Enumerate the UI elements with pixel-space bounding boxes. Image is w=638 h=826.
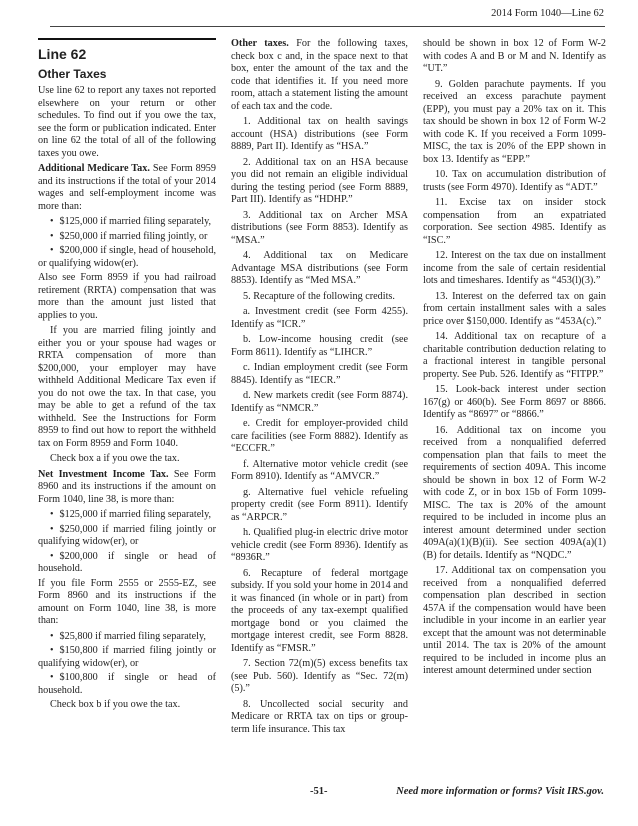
amt-paragraph: [38, 163, 216, 213]
amt-heading: Additional Medicare Tax.: [38, 163, 150, 174]
niit-heading: Net Investment Income Tax.: [38, 468, 169, 480]
list-item: 8. Uncollected social security and Medicare or RRTA tax on tips or group-term life insurance. This tax: [231, 698, 408, 735]
list-item: 4. Additional tax on Medicare Advantage MSA distributions (see Form 8853). Identify as “Med MSA.”: [231, 250, 408, 286]
niit-check-paragraph: Check box b if you owe the tax.: [50, 699, 181, 710]
niit-2555-paragraph: If you file Form 2555 or 2555-EZ, see Form 8960 and its instructions if the amount on Form 1040, line 38, is more than:: [38, 577, 216, 626]
list-item: 1. Additional tax on health savings account (HSA) distributions (see Form 8889, Part II). Identify as “HSA.”: [231, 116, 408, 152]
list-item: • $125,000 if married filing separately,: [38, 509, 216, 522]
list-item: e. Credit for employer-provided child care facilities (see Form 8882). Identify as “ECCFR.”: [231, 418, 408, 454]
niit-paragraph: [38, 469, 216, 507]
intro-paragraph: Use line 62 to report any taxes not reported elsewhere on your return or other schedules. To find out if you owe the tax, see the form or publication indicated. Enter on line 62 the total of all of the following taxes you owe.: [38, 85, 216, 159]
page-header: 2014 Form 1040—Line 62: [491, 8, 604, 19]
list-item: 2. Additional tax on an HSA because you did not remain an eligible individual during the testing period (see Form 8889, Part III). Identify as “HDHP.”: [231, 156, 408, 205]
page-number: -51-: [310, 786, 328, 797]
niit-text: See Form 8960 and its instructions if the amount on Form 1040, line 38, is more than:: [38, 468, 216, 505]
list-item: b. Low-income housing credit (see Form 8611). Identify as “LIHCR.”: [231, 334, 408, 358]
title-rule: [38, 38, 216, 40]
list-item: 13. Interest on the deferred tax on gain from certain installment sales with a sales price over $150,000. Identify as “453A(c).”: [423, 290, 606, 327]
list-item: • $125,000 if married filing separately,: [38, 216, 216, 229]
list-item: • $200,000 if single or head of household.: [38, 551, 216, 576]
list-item: a. Investment credit (see Form 4255). Identify as “ICR.”: [231, 306, 408, 330]
list-item: 7. Section 72(m)(5) excess benefits tax (see Pub. 560). Identify as “Sec. 72(m)(5).”: [231, 658, 408, 694]
list-item: 6. Recapture of federal mortgage subsidy. If you sold your home in 2014 and it was financed (in whole or in part) from the proceeds of any tax-exempt qualified mortgage bond or you claimed the mortgage interest credit, see Form 8828. Identify as “FMSR.”: [231, 567, 408, 654]
amt-check-paragraph: Check box a if you owe the tax.: [50, 453, 180, 464]
list-item: g. Alternative fuel vehicle refueling property credit (see Form 8911). Identify as “ARPCR.”: [231, 486, 408, 523]
header-rule: [50, 26, 605, 27]
list-item: 14. Additional tax on recapture of a charitable contribution deduction relating to a fractional interest in tangible personal property. See Pub. 526. Identify as “FITPP.”: [423, 331, 606, 380]
other-taxes-text: For the following taxes, check box c and, in the space next to that box, enter the amount of the tax and the code that identifies it. If you need more room, attach a statement listing the amount of each tax and the code.: [231, 38, 408, 112]
list-item: • $200,000 if single, head of household, or qualifying widow(er).: [38, 245, 216, 270]
list-item: 11. Excise tax on insider stock compensation from an expatriated corporation. See section 4985. Identify as “ISC.”: [423, 197, 606, 246]
list-item: f. Alternative motor vehicle credit (see Form 8910). Identify as “AMVCR.”: [231, 458, 408, 482]
list-item: • $250,000 if married filing jointly or qualifying widow(er), or: [38, 524, 216, 549]
column-2: [231, 38, 408, 739]
list-item: • $250,000 if married filing jointly, or: [38, 231, 216, 244]
other-taxes-heading: Other taxes.: [231, 38, 289, 49]
list-item: h. Qualified plug-in electric drive motor vehicle credit (see Form 8936). Identify as “8936R.”: [231, 527, 408, 563]
list-item: 15. Look-back interest under section 167(g) or 460(b). See Form 8697 or 8866. Identify as “8697” or “8866.”: [423, 384, 606, 420]
list-item: d. New markets credit (see Form 8874). Identify as “NMCR.”: [231, 390, 408, 414]
list-item: • $150,800 if married filing jointly or qualifying widow(er), or: [38, 645, 216, 670]
list-item: 10. Tax on accumulation distribution of trusts (see Form 4970). Identify as “ADT.”: [423, 169, 606, 193]
footer-note: Need more information or forms? Visit IRS.gov.: [396, 786, 604, 797]
list-item: 16. Additional tax on income you received from a nonqualified deferred compensation plan that fails to meet the requirements of section 409A. This income should be shown in box 12 of Form W-2 with code Z, or in box 15b of Form 1099-MISC. The tax is 20% of the amount required to be included in income plus an interest amount determined under section 409A(a)(1)(B)(ii). See section 409A(a)(1)(B) for details. Identify as “NQDC.”: [423, 424, 606, 561]
amt-text: See Form 8959 and its instructions if the total of your 2014 wages and self-employment income was more than:: [38, 163, 216, 212]
other-taxes-paragraph: [231, 38, 408, 113]
list-item: 12. Interest on the tax due on installment income from the sale of certain residential lots and timeshares. Identify as “453(l)(3).”: [423, 250, 606, 286]
column-1: [38, 38, 216, 715]
list-item: 9. Golden parachute payments. If you received an excess parachute payment (EPP), you must pay a 20% tax on it. This tax should be shown in box 12 of Form W-2 with code K. If you received a Form 1099-MISC, the tax is 20% of the EPP shown in box 13. Identify as “EPP.”: [423, 78, 606, 165]
list-item: c. Indian employment credit (see Form 8845). Identify as “IECR.”: [231, 362, 408, 386]
continued-paragraph: should be shown in box 12 of Form W-2 with codes A and B or M and N. Identify as “UT.”: [423, 38, 606, 74]
amt-jointly-paragraph: If you are married filing jointly and either you or your spouse had wages or RRTA compensation of more than $200,000, your employer may have withheld Additional Medicare Tax even if you do not owe the tax. In that case, you may be able to get a refund of the tax withheld. See the Instructions for Form 8959 to find out how to report the withheld tax on Form 8959 and Form 1040.: [38, 325, 216, 449]
list-item: • $25,800 if married filing separately,: [38, 631, 216, 644]
page-title: Line 62: [38, 46, 87, 62]
column-3: [423, 38, 606, 681]
list-item: 17. Additional tax on compensation you received from a nonqualified deferred compensation plan described in section 457A if the compensation would have been includible in your income in an earlier year except that the amount was not determinable until 2014. The tax is 20% of the amount required to be included in income plus an interest amount determined under section: [423, 565, 606, 676]
list-item: • $100,800 if single or head of household.: [38, 672, 216, 697]
section-title: Other Taxes: [38, 66, 107, 81]
amt-rrta-paragraph: Also see Form 8959 if you had railroad retirement (RRTA) compensation that was more than the amount just listed that applies to you.: [38, 272, 216, 321]
list-item: 5. Recapture of the following credits.: [243, 290, 395, 302]
list-item: 3. Additional tax on Archer MSA distributions (see Form 8853). Identify as “MSA.”: [231, 209, 408, 246]
